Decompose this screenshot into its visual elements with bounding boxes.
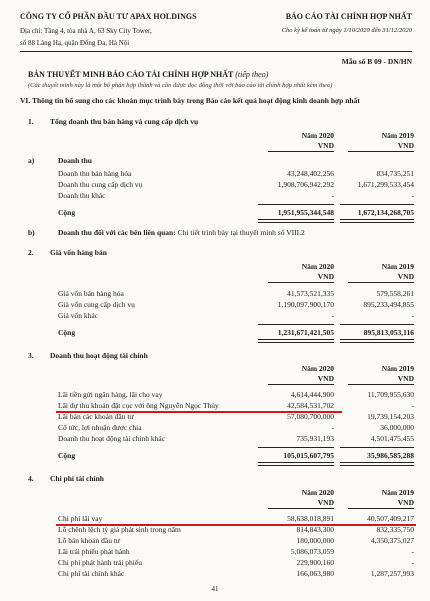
s4-row1-2019: 40,507,409,217 [367, 514, 414, 523]
s3-total-2020: 105,015,607,795 [283, 451, 334, 460]
s4-row1-2020: 58,638,018,891 [287, 514, 334, 523]
s1-col-rule-2019 [348, 151, 414, 152]
company-address-line2: số 88 Láng Hạ, quận Đống Đa, Hà Nội [20, 39, 130, 47]
s4-row2-2020: 814,843,300 [296, 525, 334, 534]
s2-total-2020: 1,231,671,421,505 [277, 328, 334, 337]
s4-row5-label: Chi phí phát hành trái phiếu [58, 558, 142, 567]
report-period: Cho kỳ kế toán từ ngày 1/10/2020 đến 31/12/2020 [281, 27, 412, 34]
s3-sum-rule-2020 [258, 447, 334, 448]
s2-number: 2. [28, 248, 34, 257]
s3-total-dbl-2020 [258, 462, 334, 466]
section-vi-title: VI. Thông tin bổ sung cho các khoản mục trình bày trong Báo cáo kết quả hoạt động kinh doanh hợp nhất [20, 96, 360, 105]
s4-row2-2019: 832,335,750 [376, 525, 414, 534]
s4-row5-2019: - [411, 558, 414, 567]
report-title: BÁO CÁO TÀI CHÍNH HỢP NHẤT [285, 12, 412, 21]
s1-total-2019: 1,672,134,268,705 [357, 208, 414, 217]
company-address-line1: Địa chỉ: Tầng 4, tòa nhà A, 63 Sky City Tower, [20, 27, 152, 35]
s2-total-2019: 895,813,053,116 [363, 328, 414, 337]
s4-row6-label: Chi phí tài chính khác [58, 569, 125, 578]
s2-col-rule-2019 [348, 282, 414, 283]
s1-total-dbl-2020 [258, 219, 334, 223]
s2-col-rule-2020 [268, 282, 334, 283]
s2-title: Giá vốn hàng bán [50, 248, 107, 257]
s1-a-title: Doanh thu [58, 156, 92, 165]
s1-a-letter: a) [28, 156, 35, 165]
s2-row2-2020: 1,190,097,900,170 [277, 300, 334, 309]
s1-number: 1. [28, 117, 34, 126]
s1-sum-rule-2020 [258, 204, 334, 205]
s3-row3-label: Lãi bán các khoản đầu tư [58, 412, 134, 421]
s2-sum-rule-2019 [340, 324, 414, 325]
s2-sum-rule-2020 [258, 324, 334, 325]
s3-col-rule-2019 [348, 384, 414, 385]
s1-row3-2019: - [411, 191, 414, 200]
s4-col-unit-2019: VND [397, 498, 414, 507]
s2-row3-2019: - [411, 311, 414, 320]
s2-row3-label: Giá vốn khác [58, 311, 98, 320]
header-rule [20, 51, 412, 52]
s3-col-unit-2020: VND [317, 374, 334, 383]
s2-total-label: Cộng [58, 328, 76, 337]
s1-col-2019: Năm 2019 [381, 131, 414, 140]
s4-row4-2019: - [411, 547, 414, 556]
s1-sum-rule-2019 [340, 204, 414, 205]
s1-total-dbl-2019 [340, 219, 414, 223]
s2-row1-2020: 41,573,521,335 [287, 289, 334, 298]
s1-col-rule-2020 [268, 151, 334, 152]
s1-row1-2020: 43,248,402,256 [287, 169, 334, 178]
s2-total-dbl-2020 [258, 339, 334, 343]
s4-col-2020: Năm 2020 [301, 488, 334, 497]
s3-total-label: Cộng [58, 451, 76, 460]
s4-row3-label: Lỗ bán khoản đầu tư [58, 536, 120, 545]
s4-row3-2020: 180,000,000 [296, 536, 334, 545]
s3-row4-label: Cổ tức, lợi nhuận được chia [58, 423, 142, 432]
s4-col-rule-2019 [348, 508, 414, 509]
s1-row2-2020: 1,908,706,942,292 [277, 180, 334, 189]
s3-sum-rule-2019 [340, 447, 414, 448]
s2-row1-label: Giá vốn bán hàng hóa [58, 289, 124, 298]
s3-total-dbl-2019 [340, 462, 414, 466]
s1-row2-label: Doanh thu cung cấp dịch vụ [58, 180, 143, 189]
doc-subtitle: (Các thuyết minh này là một bộ phận hợp thành và cần được đọc đồng thời với báo cáo tài chính hợp nhất kèm theo) [28, 82, 333, 89]
s4-number: 4. [28, 474, 34, 483]
s1-row2-2019: 1,671,299,533,454 [357, 180, 414, 189]
s3-row3-2019: 19,739,154,203 [367, 412, 414, 421]
s2-row2-label: Giá vốn cung cấp dịch vụ [58, 300, 135, 309]
s2-total-dbl-2019 [340, 339, 414, 343]
s3-row4-2020: - [331, 423, 334, 432]
s4-row3-2019: 4,350,375,027 [370, 536, 414, 545]
s2-row2-2019: 895,233,494,855 [363, 300, 414, 309]
s3-row2-2020: 42,584,531,702 [287, 401, 334, 410]
s3-title: Doanh thu hoạt động tài chính [50, 351, 148, 360]
s3-row3-2020: 57,080,700,000 [287, 412, 334, 421]
s4-row6-2020: 166,063,980 [296, 569, 334, 578]
s4-col-unit-2020: VND [317, 498, 334, 507]
s4-row4-label: Lãi trái phiếu phát hành [58, 547, 130, 556]
s3-row5-2019: 4,501,475,455 [370, 434, 414, 443]
s1-title: Tổng doanh thu bán hàng và cung cấp dịch vụ [50, 117, 199, 126]
s3-number: 3. [28, 351, 34, 360]
s1-col-2020: Năm 2020 [301, 131, 334, 140]
s3-col-rule-2020 [268, 384, 334, 385]
s3-col-2019: Năm 2019 [381, 364, 414, 373]
s4-row5-2020: 229,900,160 [296, 558, 334, 567]
s3-row2-2019: - [411, 401, 414, 410]
s4-title: Chi phí tài chính [50, 474, 104, 483]
s3-col-2020: Năm 2020 [301, 364, 334, 373]
page-number: 41 [211, 585, 219, 593]
s4-row6-2019: 1,287,257,993 [370, 569, 414, 578]
s2-row3-2020: - [331, 311, 334, 320]
s3-row5-label: Doanh thu hoạt động tài chính khác [58, 434, 166, 443]
s1-row3-2020: - [331, 191, 334, 200]
s1-b-line: Doanh thu đối với các bên liên quan: Chi tiết trình bày tại thuyết minh số VIII.2 [58, 228, 305, 237]
s2-col-unit-2020: VND [317, 272, 334, 281]
s3-row1-2020: 4,614,444,900 [290, 390, 334, 399]
s1-total-label: Cộng [58, 208, 76, 217]
company-name: CÔNG TY CỔ PHẦN ĐẦU TƯ APAX HOLDINGS [20, 12, 197, 21]
doc-title: BẢN THUYẾT MINH BÁO CÁO TÀI CHÍNH HỢP NHẤT (tiếp theo) [28, 70, 269, 79]
s1-row1-2019: 834,735,251 [376, 169, 414, 178]
s1-b-letter: b) [28, 228, 35, 237]
s3-col-unit-2019: VND [397, 374, 414, 383]
s4-col-rule-2020 [268, 508, 334, 509]
s4-row2-label: Lỗ chênh lệch tỷ giá phát sinh trong năm [58, 525, 181, 534]
s4-col-2019: Năm 2019 [381, 488, 414, 497]
s2-col-2020: Năm 2020 [301, 262, 334, 271]
s4-row4-2020: 5,086,073,059 [290, 547, 334, 556]
form-code: Mẫu số B 09 - DN/HN [341, 57, 412, 66]
s3-row2-label: Lãi dự thu khoản đặt cọc với ông Nguyễn Ngọc Thủy [58, 401, 219, 410]
s1-row3-label: Doanh thu khác [58, 191, 106, 200]
s3-row1-label: Lãi tiền gửi ngân hàng, lãi cho vay [58, 390, 163, 399]
s1-col-unit-2020: VND [317, 141, 334, 150]
s1-total-2020: 1,951,955,344,548 [277, 208, 334, 217]
s2-row1-2019: 579,558,261 [376, 289, 414, 298]
s1-col-unit-2019: VND [397, 141, 414, 150]
s4-row1-label: Chi phí lãi vay [58, 514, 103, 523]
s3-row1-2019: 11,709,955,630 [367, 390, 414, 399]
s2-col-2019: Năm 2019 [381, 262, 414, 271]
s2-col-unit-2019: VND [397, 272, 414, 281]
s1-row1-label: Doanh thu bán hàng hóa [58, 169, 132, 178]
s3-row4-2019: 36,000,000 [380, 423, 414, 432]
s3-total-2019: 35,986,585,288 [367, 451, 414, 460]
s3-row5-2020: 735,931,193 [296, 434, 334, 443]
